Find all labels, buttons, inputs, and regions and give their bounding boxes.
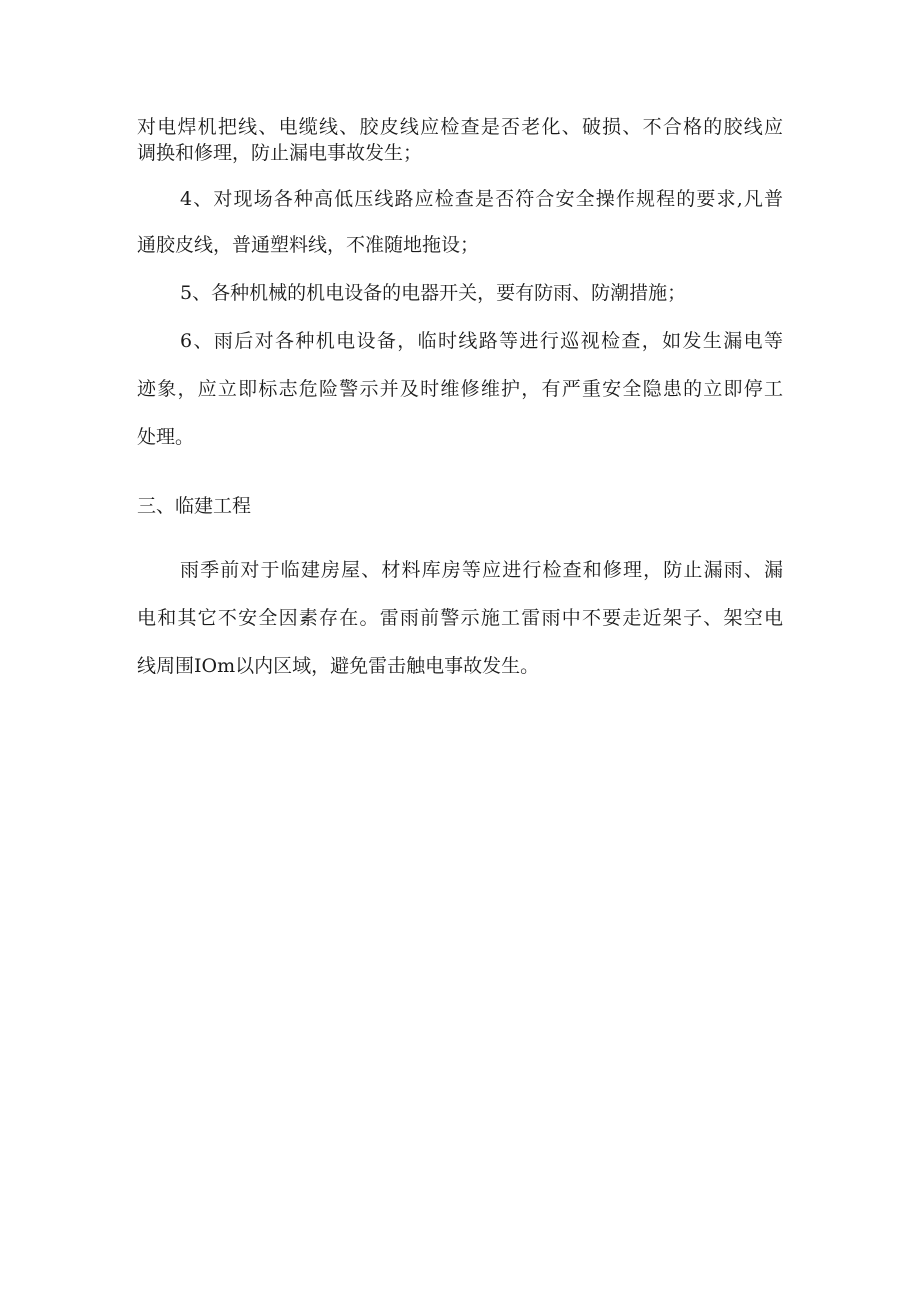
paragraph-line: 线周围IOm以内区域，避免雷击触电事故发生。 xyxy=(137,655,540,677)
list-item-6-line: 处理。 xyxy=(137,426,195,448)
paragraph-line: 对电焊机把线、电缆线、胶皮线应检查是否老化、破损、不合格的胶线应 xyxy=(137,116,783,138)
list-item-6-line: 6、雨后对各种机电设备，临时线路等进行巡视检查，如发生漏电等 xyxy=(180,330,783,352)
paragraph-line: 电和其它不安全因素存在。雷雨前警示施工雷雨中不要走近架子、架空电 xyxy=(137,607,783,629)
paragraph-line: 调换和修理，防止漏电事故发生； xyxy=(137,142,423,164)
list-item-4-line: 通胶皮线，普通塑料线，不准随地拖设； xyxy=(137,234,480,256)
list-item-6-line: 迹象，应立即标志危险警示并及时维修维护，有严重安全隐患的立即停工 xyxy=(137,378,783,400)
section-heading: 三、临建工程 xyxy=(137,495,252,517)
list-item-4-line: 4、对现场各种高低压线路应检查是否符合安全操作规程的要求,凡普 xyxy=(180,188,783,210)
paragraph-line: 雨季前对于临建房屋、材料库房等应进行检查和修理，防止漏雨、漏 xyxy=(180,559,783,581)
list-item-5-line: 5、各种机械的机电设备的电器开关，要有防雨、防潮措施； xyxy=(180,282,687,304)
